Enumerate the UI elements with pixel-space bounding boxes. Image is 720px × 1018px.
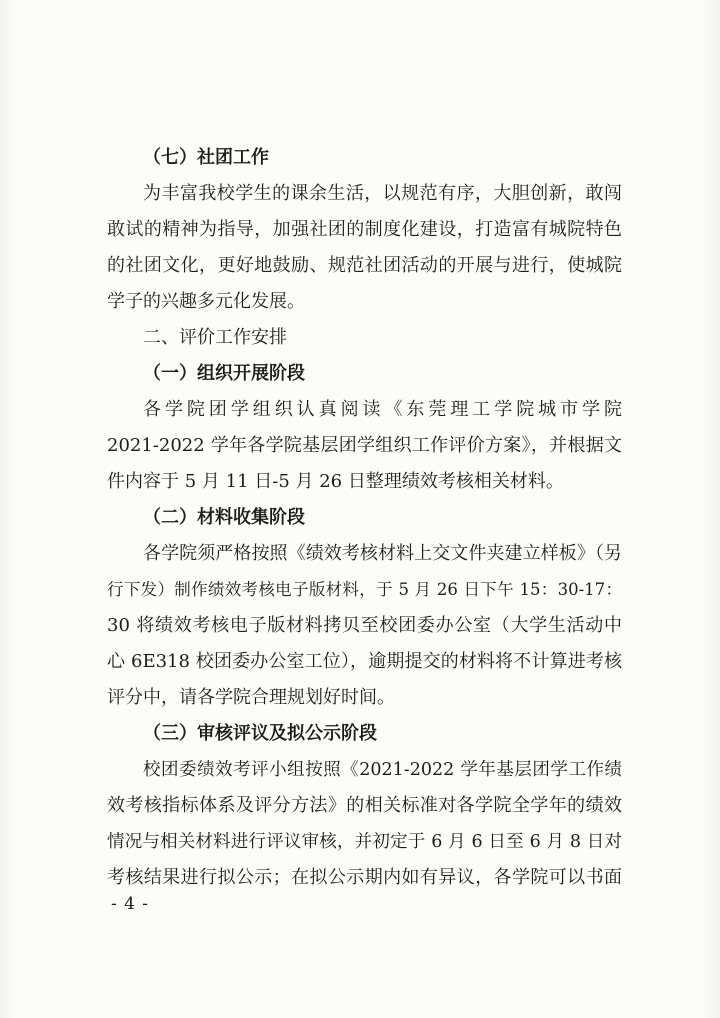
text-line: 各学院团学组织认真阅读《东莞理工学院城市学院 <box>143 399 622 420</box>
text-line: 心 6E318 校团委办公室工位），逾期提交的材料将不计算进考核 <box>107 651 622 672</box>
paragraph-stage-three <box>107 752 622 896</box>
document-body <box>107 140 622 896</box>
text-line: 学子的兴趣多元化发展。 <box>107 291 305 312</box>
text-line: 各学院须严格按照《绩效考核材料上交文件夹建立样板》（另 <box>143 543 622 564</box>
paragraph-stage-two <box>107 536 622 716</box>
text-line: 件内容于 5 月 11 日-5 月 26 日整理绩效考核相关材料。 <box>107 471 564 492</box>
text-line: 考核结果进行拟公示；在拟公示期内如有异议，各学院可以书面 <box>107 867 622 888</box>
text-line: 2021-2022 学年各学院基层团学组织工作评价方案》，并根据文 <box>107 435 622 456</box>
text-line: 评分中，请各学院合理规划好时间。 <box>107 687 395 708</box>
heading-club-work: （七）社团工作 <box>143 147 269 168</box>
text-line: 30 将绩效考核电子版材料拷贝至校团委办公室（大学生活动中 <box>107 615 622 636</box>
heading-stage-three: （三）审核评议及拟公示阶段 <box>143 723 377 744</box>
heading-stage-one: （一）组织开展阶段 <box>143 363 305 384</box>
paragraph-club-work <box>107 176 622 320</box>
paragraph-stage-one <box>107 392 622 500</box>
text-line: 行下发）制作绩效考核电子版材料，于 5 月 26 日下午 15：30-17： <box>107 580 622 599</box>
text-line: 效考核指标体系及评分方法》的相关标准对各学院全学年的绩效 <box>107 795 622 816</box>
text-line: 情况与相关材料进行评议审核，并初定于 6 月 6 日至 6 月 8 日对 <box>107 832 622 852</box>
text-line: 为丰富我校学生的课余生活，以规范有序，大胆创新，敢闯 <box>143 183 622 204</box>
text-line: 敢试的精神为指导，加强社团的制度化建设，打造富有城院特色 <box>107 219 622 240</box>
heading-evaluation-arrangement: 二、评价工作安排 <box>143 327 287 348</box>
page-number: - 4 - <box>110 894 150 914</box>
heading-stage-two: （二）材料收集阶段 <box>143 507 305 528</box>
text-line: 的社团文化，更好地鼓励、规范社团活动的开展与进行，使城院 <box>107 255 622 276</box>
text-line: 校团委绩效考评小组按照《2021-2022 学年基层团学工作绩 <box>143 760 622 780</box>
